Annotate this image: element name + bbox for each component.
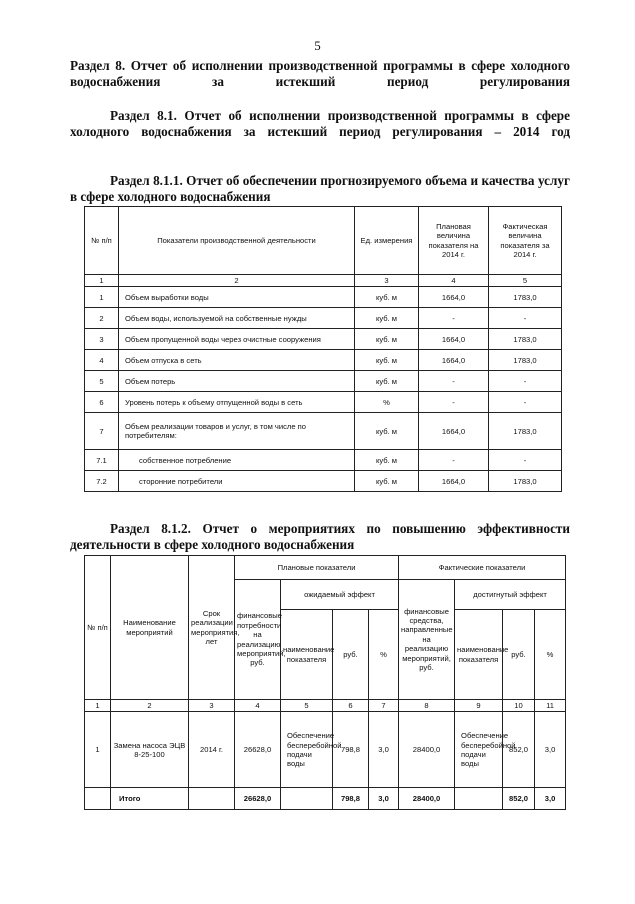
row-number: 7.1 [85, 450, 119, 471]
header-fact-indicators: Фактические показатели [399, 556, 566, 580]
row-number: 1 [85, 712, 111, 788]
header-unit: Ед. измерения [355, 207, 419, 275]
col-number: 4 [235, 700, 281, 712]
total-fact-pct: 3,0 [535, 788, 566, 810]
row-plan: 1664,0 [419, 471, 489, 492]
header-fact-finance: финансовые средства, направленные на реализацию мероприятий, руб. [399, 580, 455, 700]
row-plan-effect: Обеспечение бесперебойной подачи воды [281, 712, 333, 788]
col-number: 1 [85, 700, 111, 712]
row-indicator: Объем отпуска в сеть [119, 350, 355, 371]
row-plan: 1664,0 [419, 350, 489, 371]
table-row [85, 350, 562, 371]
row-unit: куб. м [355, 287, 419, 308]
row-plan: - [419, 371, 489, 392]
row-fact: - [489, 308, 562, 329]
col-number: 2 [119, 275, 355, 287]
row-fact-effect: Обеспечение бесперебойной подачи воды [455, 712, 503, 788]
header-rub: руб. [333, 610, 369, 700]
row-indicator: Объем пропущенной воды через очистные сооружения [119, 329, 355, 350]
header-pct: % [535, 610, 566, 700]
row-unit: куб. м [355, 329, 419, 350]
row-number: 3 [85, 329, 119, 350]
col-number: 10 [503, 700, 535, 712]
total-label: Итого [111, 788, 189, 810]
header-achieved-effect: достигнутый эффект [455, 580, 566, 610]
section-8-1-2-title: Раздел 8.1.2. Отчет о мероприятиях по повышению эффективности деятельности в сфере холодного водоснабжения [70, 521, 570, 552]
header-plan: Плановая величина показателя на 2014 г. [419, 207, 489, 275]
header-plan-indicators: Плановые показатели [235, 556, 399, 580]
total-plan-rub: 798,8 [333, 788, 369, 810]
col-number: 4 [419, 275, 489, 287]
empty-cell [281, 788, 333, 810]
row-plan: - [419, 308, 489, 329]
row-plan-pct: 3,0 [369, 712, 399, 788]
row-plan: 1664,0 [419, 329, 489, 350]
row-fact: 1783,0 [489, 350, 562, 371]
col-number: 3 [189, 700, 235, 712]
total-plan-finance: 26628,0 [235, 788, 281, 810]
row-plan-finance: 26628,0 [235, 712, 281, 788]
row-number: 4 [85, 350, 119, 371]
row-number: 1 [85, 287, 119, 308]
col-number: 1 [85, 275, 119, 287]
empty-cell [455, 788, 503, 810]
col-number: 2 [111, 700, 189, 712]
table-row [85, 329, 562, 350]
row-fact: 1783,0 [489, 287, 562, 308]
row-unit: куб. м [355, 350, 419, 371]
row-number: 6 [85, 392, 119, 413]
table-row [85, 392, 562, 413]
efficiency-measures-table [84, 555, 566, 810]
col-number: 5 [281, 700, 333, 712]
row-term: 2014 г. [189, 712, 235, 788]
row-plan: - [419, 392, 489, 413]
table-row [85, 287, 562, 308]
table-row [85, 308, 562, 329]
header-pct: % [369, 610, 399, 700]
row-unit: % [355, 392, 419, 413]
row-plan: - [419, 450, 489, 471]
row-fact: - [489, 392, 562, 413]
production-indicators-table [84, 206, 562, 492]
header-effect-name: наименование показателя [281, 610, 333, 700]
header-rub: руб. [503, 610, 535, 700]
row-fact-rub: 852,0 [503, 712, 535, 788]
row-plan: 1664,0 [419, 287, 489, 308]
row-number: 7.2 [85, 471, 119, 492]
row-number: 7 [85, 413, 119, 450]
row-fact: - [489, 371, 562, 392]
row-unit: куб. м [355, 471, 419, 492]
col-number: 8 [399, 700, 455, 712]
row-number: 2 [85, 308, 119, 329]
table-row [85, 450, 562, 471]
row-indicator: Объем потерь [119, 371, 355, 392]
row-plan-rub: 798,8 [333, 712, 369, 788]
section-8-1-title: Раздел 8.1. Отчет об исполнении производственной программы в сфере холодного водоснабжения за истекший период регулирования – 2014 год [70, 108, 570, 139]
section-8-1-1-title: Раздел 8.1.1. Отчет об обеспечении прогнозируемого объема и качества услуг в сфере холодного водоснабжения [70, 173, 570, 204]
table-row [85, 371, 562, 392]
row-indicator: собственное потребление [119, 450, 355, 471]
table-row [85, 712, 566, 788]
header-measure-name: Наименование мероприятий [111, 556, 189, 700]
row-indicator: сторонние потребители [119, 471, 355, 492]
section-8-title: Раздел 8. Отчет об исполнении производственной программы в сфере холодного водоснабжения за истекший период регулирования [70, 58, 570, 89]
row-unit: куб. м [355, 371, 419, 392]
row-fact: 1783,0 [489, 329, 562, 350]
header-expected-effect: ожидаемый эффект [281, 580, 399, 610]
empty-cell [85, 788, 111, 810]
header-number: № п/п [85, 207, 119, 275]
total-fact-rub: 852,0 [503, 788, 535, 810]
table-row [85, 471, 562, 492]
col-number: 7 [369, 700, 399, 712]
row-plan: 1664,0 [419, 413, 489, 450]
header-effect-name: наименование показателя [455, 610, 503, 700]
header-plan-finance: финансовые потребности на реализацию мероприятий, руб. [235, 580, 281, 700]
row-indicator: Уровень потерь к объему отпущенной воды в сеть [119, 392, 355, 413]
empty-cell [189, 788, 235, 810]
page-number: 5 [314, 38, 321, 53]
total-plan-pct: 3,0 [369, 788, 399, 810]
total-row [85, 788, 566, 810]
col-number: 11 [535, 700, 566, 712]
row-fact-finance: 28400,0 [399, 712, 455, 788]
col-number: 5 [489, 275, 562, 287]
row-fact: - [489, 450, 562, 471]
col-number: 3 [355, 275, 419, 287]
row-unit: куб. м [355, 413, 419, 450]
col-number: 9 [455, 700, 503, 712]
row-measure-name: Замена насоса ЭЦВ 8-25-100 [111, 712, 189, 788]
row-fact-pct: 3,0 [535, 712, 566, 788]
header-fact: Фактическая величина показателя за 2014 г. [489, 207, 562, 275]
row-unit: куб. м [355, 450, 419, 471]
table-row [85, 413, 562, 450]
row-number: 5 [85, 371, 119, 392]
row-indicator: Объем воды, используемой на собственные нужды [119, 308, 355, 329]
total-fact-finance: 28400,0 [399, 788, 455, 810]
header-number: № п/п [85, 556, 111, 700]
row-unit: куб. м [355, 308, 419, 329]
row-fact: 1783,0 [489, 471, 562, 492]
row-indicator: Объем выработки воды [119, 287, 355, 308]
row-fact: 1783,0 [489, 413, 562, 450]
col-number: 6 [333, 700, 369, 712]
header-term: Срок реализации мероприятия, лет [189, 556, 235, 700]
header-indicator: Показатели производственной деятельности [119, 207, 355, 275]
row-indicator: Объем реализации товаров и услуг, в том числе по потребителям: [119, 413, 355, 450]
